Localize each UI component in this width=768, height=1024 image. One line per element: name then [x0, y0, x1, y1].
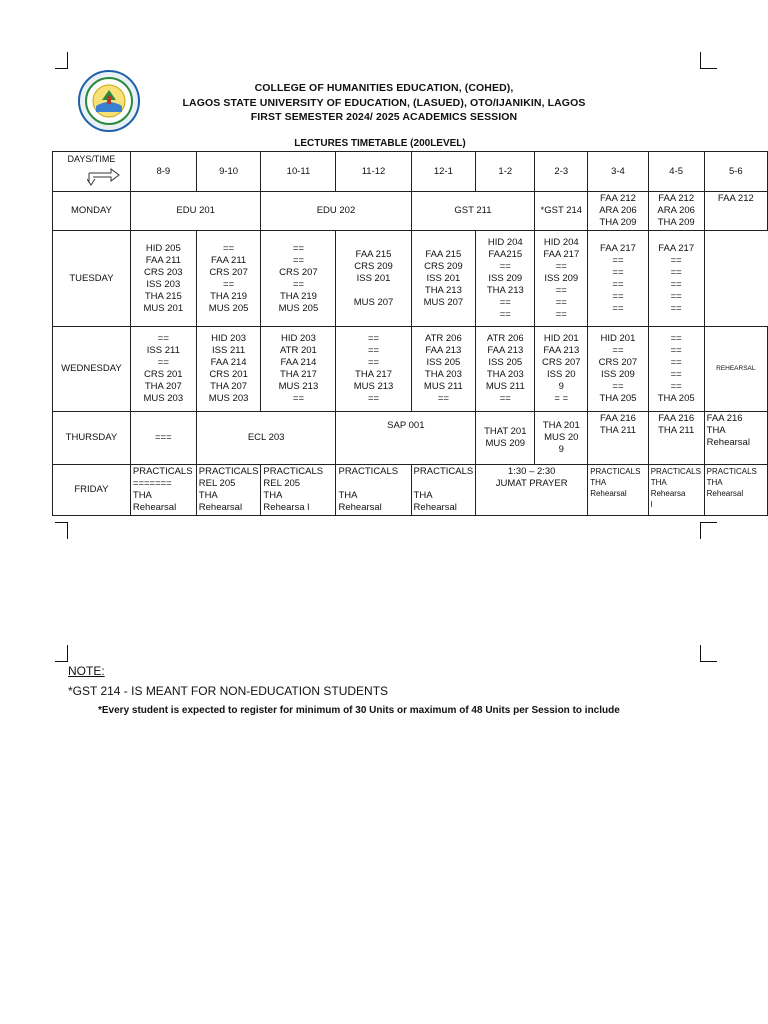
crop-mark-bottom-right	[700, 522, 717, 539]
header-session: FIRST SEMESTER 2024/ 2025 ACADEMICS SESSION	[250, 111, 518, 123]
class-cell: REHEARSAL	[704, 327, 767, 412]
class-cell: FAA 217 == == == == ==	[648, 231, 704, 327]
days-time-corner	[53, 152, 131, 192]
class-cell: == ISS 211 == CRS 201 THA 207 MUS 203	[130, 327, 196, 412]
class-cell: FAA 216 THA 211	[588, 412, 649, 465]
class-cell: PRACTICALS REL 205 THA Rehearsa l	[261, 465, 336, 516]
time-slot: 2-3	[535, 152, 588, 192]
wednesday-row	[53, 327, 768, 412]
crop-mark-note-left	[55, 645, 68, 662]
class-cell: *GST 214	[535, 192, 588, 231]
class-cell: FAA 212 ARA 206 THA 209	[588, 192, 649, 231]
class-cell: PRACTICALS THA Rehearsa l	[648, 465, 704, 516]
time-slot: 10-11	[261, 152, 336, 192]
friday-row	[53, 465, 768, 516]
time-slot: 3-4	[588, 152, 649, 192]
class-cell: FAA 215 CRS 209 ISS 201 MUS 207	[336, 231, 411, 327]
class-cell: ATR 206 FAA 213 ISS 205 THA 203 MUS 211 ==	[476, 327, 535, 412]
class-cell: FAA 212 ARA 206 THA 209	[648, 192, 704, 231]
note-units: *Every student is expected to register for minimum of 30 Units or maximum of 48 Units per Session to include	[98, 705, 620, 716]
time-slot: 9-10	[196, 152, 261, 192]
time-slot: 11-12	[336, 152, 411, 192]
class-cell: HID 205 FAA 211 CRS 203 ISS 203 THA 215 MUS 201	[130, 231, 196, 327]
day-label-monday: MONDAY	[53, 192, 131, 231]
day-label-friday: FRIDAY	[53, 465, 131, 516]
class-cell: HID 204 FAA 217 == ISS 209 == == ==	[535, 231, 588, 327]
class-cell: PRACTICALS THA Rehearsal	[336, 465, 411, 516]
time-header-row	[53, 152, 768, 192]
class-cell: HID 203 ATR 201 FAA 214 THA 217 MUS 213 ==	[261, 327, 336, 412]
class-cell: SAP 001	[336, 412, 476, 465]
class-cell: == == == THA 217 MUS 213 ==	[336, 327, 411, 412]
day-label-tuesday: TUESDAY	[53, 231, 131, 327]
crop-mark-bottom-left	[55, 522, 68, 539]
class-cell: HID 201 == CRS 207 ISS 209 == THA 205	[588, 327, 649, 412]
class-cell: PRACTICALS THA Rehearsal	[704, 465, 767, 516]
time-slot: 12-1	[411, 152, 476, 192]
jumat-prayer-cell: 1:30 – 2:30 JUMAT PRAYER	[476, 465, 588, 516]
class-cell: FAA 217 == == == == ==	[588, 231, 649, 327]
class-cell: PRACTICALS ======= THA Rehearsal	[130, 465, 196, 516]
days-time-label: DAYS/TIME	[67, 154, 116, 164]
class-cell: ===	[130, 412, 196, 465]
arrow-icon	[87, 163, 123, 187]
day-label-wednesday: WEDNESDAY	[53, 327, 131, 412]
university-logo	[78, 70, 140, 132]
class-cell: ATR 206 FAA 213 ISS 205 THA 203 MUS 211 ==	[411, 327, 476, 412]
time-slot: 8-9	[130, 152, 196, 192]
thursday-row	[53, 412, 768, 465]
class-cell: == == == == == THA 205	[648, 327, 704, 412]
header-college: COLLEGE OF HUMANITIES EDUCATION, (COHED),	[254, 82, 514, 94]
class-cell: == == CRS 207 == THA 219 MUS 205	[261, 231, 336, 327]
crop-mark-top-right	[700, 52, 717, 69]
class-cell: EDU 202	[261, 192, 411, 231]
lectures-timetable	[52, 151, 768, 516]
class-cell: EDU 201	[130, 192, 261, 231]
day-label-thursday: THURSDAY	[53, 412, 131, 465]
time-slot: 1-2	[476, 152, 535, 192]
timetable-title: LECTURES TIMETABLE (200LEVEL)	[294, 138, 466, 149]
class-cell: PRACTICALS THA Rehearsal	[411, 465, 476, 516]
class-cell: GST 211	[411, 192, 535, 231]
institution-header	[150, 81, 618, 125]
time-slot: 4-5	[648, 152, 704, 192]
note-gst214: *GST 214 - IS MEANT FOR NON-EDUCATION STUDENTS	[68, 684, 389, 698]
header-university: LAGOS STATE UNIVERSITY OF EDUCATION, (LASUED), OTO/IJANIKIN, LAGOS	[182, 96, 586, 109]
crop-mark-top-left	[55, 52, 68, 69]
class-cell: HID 203 ISS 211 FAA 214 CRS 201 THA 207 MUS 203	[196, 327, 261, 412]
class-cell: FAA 212	[704, 192, 767, 231]
class-cell: THA 201 MUS 20 9	[535, 412, 588, 465]
class-cell: ECL 203	[196, 412, 336, 465]
class-cell: FAA 216 THA 211	[648, 412, 704, 465]
class-cell: == FAA 211 CRS 207 == THA 219 MUS 205	[196, 231, 261, 327]
time-slot: 5-6	[704, 152, 767, 192]
tuesday-row	[53, 231, 768, 327]
crop-mark-note-right	[700, 645, 717, 662]
note-title: NOTE:	[68, 664, 105, 678]
class-cell: THAT 201 MUS 209	[476, 412, 535, 465]
class-cell: FAA 215 CRS 209 ISS 201 THA 213 MUS 207	[411, 231, 476, 327]
class-cell: PRACTICALS THA Rehearsal	[588, 465, 649, 516]
class-cell: PRACTICALS REL 205 THA Rehearsal	[196, 465, 261, 516]
monday-row	[53, 192, 768, 231]
class-cell: HID 204 FAA215 == ISS 209 THA 213 == ==	[476, 231, 535, 327]
class-cell: FAA 216 THA Rehearsal	[704, 412, 767, 465]
class-cell: HID 201 FAA 213 CRS 207 ISS 20 9 = =	[535, 327, 588, 412]
